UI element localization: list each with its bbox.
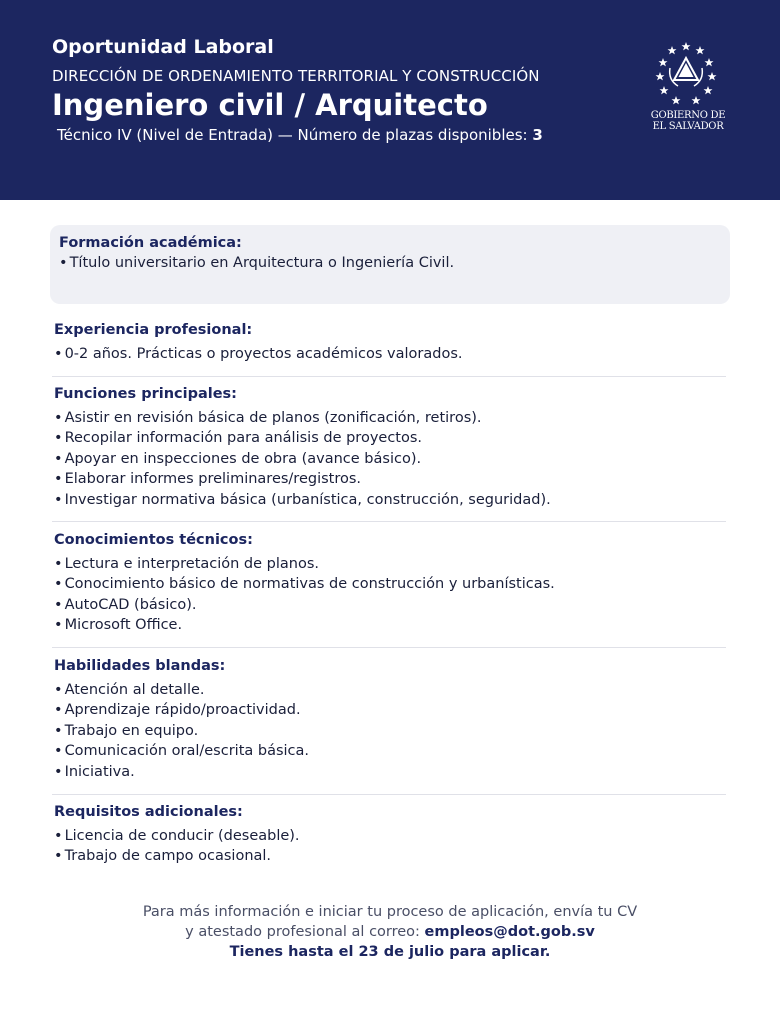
job-subtitle <box>57 126 543 144</box>
footer-line-2-text: y atestado profesional al correo: <box>185 924 425 940</box>
list-item: • Aprendizaje rápido/proactividad. <box>54 700 730 720</box>
seal-line-2: EL SALVADOR <box>652 121 724 132</box>
list-item: • Comunicación oral/escrita básica. <box>54 741 730 761</box>
section-soft-skills <box>50 656 730 782</box>
list-item: • Recopilar información para análisis de proyectos. <box>54 428 730 448</box>
section-title: Funciones principales: <box>54 386 237 402</box>
section-list <box>50 344 730 364</box>
list-item: • Apoyar en inspecciones de obra (avance básico). <box>54 449 730 469</box>
list-item: • Título universitario en Arquitectura o Ingeniería Civil. <box>59 253 725 273</box>
section-list <box>55 253 725 273</box>
job-opportunity-label: Oportunidad Laboral <box>52 36 274 58</box>
list-item: • Asistir en revisión básica de planos (zonificación, retiros). <box>54 408 730 428</box>
list-item: • Lectura e interpretación de planos. <box>54 554 730 574</box>
list-item: • AutoCAD (básico). <box>54 595 730 615</box>
list-item: • 0-2 años. Prácticas o proyectos académicos valorados. <box>54 344 730 364</box>
footer-line-1: Para más información e iniciar tu proceso de aplicación, envía tu CV <box>142 904 638 920</box>
divider <box>52 521 726 522</box>
government-seal <box>648 38 724 134</box>
section-title: Formación académica: <box>59 235 242 251</box>
list-item: • Elaborar informes preliminares/registros. <box>54 469 730 489</box>
list-item: • Conocimiento básico de normativas de construcción y urbanísticas. <box>54 574 730 594</box>
section-title: Requisitos adicionales: <box>54 804 243 820</box>
list-item: • Atención al detalle. <box>54 680 730 700</box>
application-deadline: Tienes hasta el 23 de julio para aplicar. <box>229 944 551 960</box>
divider <box>52 794 726 795</box>
seal-line-1: GOBIERNO DE <box>650 110 726 121</box>
section-academic <box>50 225 730 304</box>
subtitle-text: Técnico IV (Nivel de Entrada) — Número de plazas disponibles: <box>57 126 533 144</box>
section-technical-knowledge <box>50 530 730 636</box>
divider <box>52 376 726 377</box>
section-title: Conocimientos técnicos: <box>54 532 253 548</box>
contact-email-link[interactable]: empleos@dot.gob.sv <box>424 924 595 940</box>
seal-emblem-icon <box>652 38 720 106</box>
list-item: • Investigar normativa básica (urbanística, construcción, seguridad). <box>54 490 730 510</box>
section-list <box>50 680 730 782</box>
list-item: • Trabajo en equipo. <box>54 721 730 741</box>
section-list <box>50 554 730 636</box>
department-name: DIRECCIÓN DE ORDENAMIENTO TERRITORIAL Y CONSTRUCCIÓN <box>52 67 540 85</box>
section-list <box>50 408 730 510</box>
section-functions <box>50 384 730 510</box>
list-item: • Trabajo de campo ocasional. <box>54 846 730 866</box>
list-item: • Licencia de conducir (deseable). <box>54 826 730 846</box>
section-title: Experiencia profesional: <box>54 322 253 338</box>
positions-count: 3 <box>532 126 543 144</box>
section-experience <box>50 320 730 364</box>
application-footer <box>0 902 780 962</box>
section-list <box>50 826 730 867</box>
footer-line-2 <box>0 922 780 942</box>
section-additional-requirements <box>50 802 730 867</box>
divider <box>52 647 726 648</box>
seal-caption <box>648 110 728 132</box>
section-title: Habilidades blandas: <box>54 658 226 674</box>
header-banner <box>0 0 780 200</box>
job-title: Ingeniero civil / Arquitecto <box>52 88 488 122</box>
list-item: • Iniciativa. <box>54 762 730 782</box>
list-item: • Microsoft Office. <box>54 615 730 635</box>
